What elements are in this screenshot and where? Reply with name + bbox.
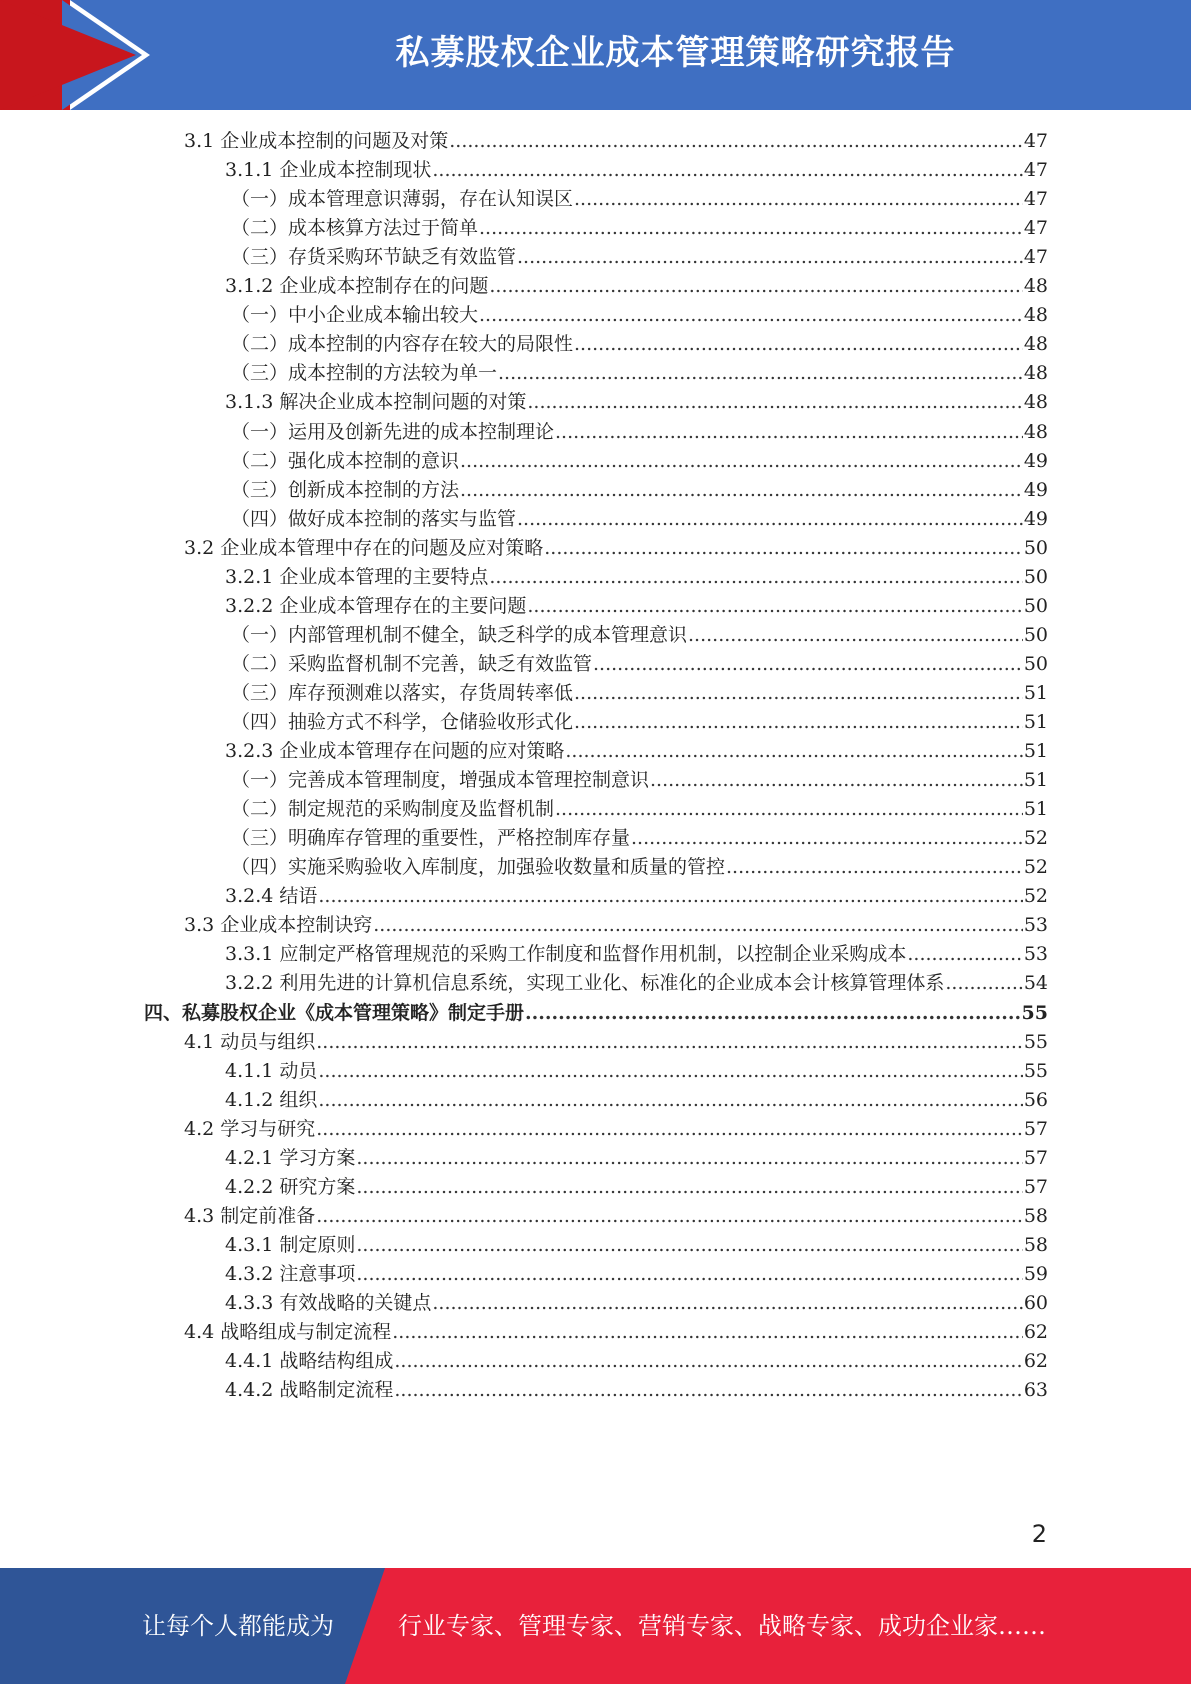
toc-entry-title: （三）明确库存管理的重要性，严格控制库存量 — [231, 827, 631, 850]
toc-entry-title: 3.2.1 企业成本管理的主要特点 — [225, 565, 489, 588]
toc-entry-title: 4.1 动员与组织 — [184, 1030, 316, 1053]
toc-entry-title: （三）库存预测难以落实，存货周转率低 — [231, 681, 574, 704]
toc-entry[interactable] — [231, 620, 1048, 651]
toc-leader-dots — [726, 852, 1023, 883]
toc-entry[interactable] — [225, 1085, 1048, 1116]
toc-leader-dots — [593, 649, 1023, 680]
toc-entry-title: 四、私募股权企业《成本管理策略》制定手册 — [144, 1001, 525, 1024]
toc-entry-title: 3.1 企业成本控制的问题及对策 — [184, 130, 449, 152]
toc-entry-page: 51 — [1023, 711, 1048, 733]
toc-entry-title: 3.1.2 企业成本控制存在的问题 — [225, 275, 489, 298]
toc-leader-dots — [432, 155, 1022, 186]
toc-entry-page: 53 — [1023, 914, 1048, 937]
toc-entry-page: 55 — [1021, 1001, 1048, 1024]
toc-leader-dots — [574, 184, 1023, 215]
toc-entry-page: 52 — [1023, 885, 1048, 908]
toc-entry-page: 49 — [1023, 507, 1048, 530]
toc-leader-dots — [498, 358, 1023, 389]
toc-leader-dots — [318, 1056, 1022, 1087]
toc-entry-title: （二）采购监督机制不完善，缺乏有效监管 — [231, 652, 593, 675]
toc-leader-dots — [489, 271, 1022, 302]
toc-entry[interactable] — [231, 300, 1048, 331]
toc-entry-page: 50 — [1023, 623, 1048, 646]
toc-entry-title: 3.2.4 结语 — [225, 885, 318, 908]
toc-entry[interactable] — [225, 387, 1048, 418]
toc-entry-title: 4.3.2 注意事项 — [225, 1262, 356, 1285]
toc-leader-dots — [688, 620, 1023, 651]
toc-entry-title: （三）创新成本控制的方法 — [231, 478, 460, 501]
toc-entry-page: 50 — [1023, 536, 1048, 559]
toc-entry[interactable] — [225, 1259, 1048, 1290]
toc-entry-title: 3.1.1 企业成本控制现状 — [225, 159, 432, 182]
toc-entry[interactable] — [225, 1288, 1048, 1319]
page-number: 2 — [1031, 1520, 1047, 1548]
toc-entry[interactable] — [231, 184, 1048, 215]
toc-entry[interactable] — [231, 649, 1048, 680]
toc-leader-dots — [574, 678, 1023, 709]
toc-entry-page: 51 — [1023, 740, 1048, 763]
page-footer — [0, 1568, 1191, 1684]
toc-leader-dots — [392, 1317, 1023, 1348]
toc-leader-dots — [356, 1259, 1022, 1290]
toc-entry-page: 57 — [1023, 1175, 1048, 1198]
toc-entry-title: 3.2.2 企业成本管理存在的主要问题 — [225, 594, 527, 617]
toc-leader-dots — [316, 1027, 1023, 1058]
toc-leader-dots — [460, 475, 1023, 506]
toc-entry[interactable] — [231, 358, 1048, 389]
toc-entry-title: （一）中小企业成本输出较大 — [231, 304, 479, 327]
toc-entry-page: 55 — [1023, 1030, 1048, 1053]
toc-leader-dots — [489, 562, 1022, 593]
toc-entry[interactable] — [184, 910, 1048, 941]
toc-leader-dots — [574, 329, 1023, 360]
toc-leader-dots — [356, 1143, 1022, 1174]
toc-leader-dots — [316, 1201, 1023, 1232]
toc-entry-page: 54 — [1023, 972, 1048, 995]
toc-entry-page: 48 — [1023, 333, 1048, 356]
toc-entry-page: 56 — [1023, 1088, 1048, 1111]
toc-leader-dots — [318, 881, 1022, 912]
toc-entry-title: （一）完善成本管理制度，增强成本管理控制意识 — [231, 769, 650, 792]
toc-entry[interactable] — [225, 1056, 1048, 1087]
toc-entry-title: 4.3.1 制定原则 — [225, 1233, 356, 1256]
toc-leader-dots — [517, 242, 1023, 273]
toc-entry-title: 3.3 企业成本控制诀窍 — [184, 914, 373, 937]
toc-entry-title: 4.2 学习与研究 — [184, 1117, 316, 1140]
toc-entry-page: 59 — [1023, 1262, 1048, 1285]
toc-leader-dots — [318, 1085, 1022, 1116]
toc-entry-title: （一）运用及创新先进的成本控制理论 — [231, 420, 555, 443]
toc-entry-page: 48 — [1023, 362, 1048, 385]
toc-entry-title: 4.2.1 学习方案 — [225, 1146, 356, 1169]
toc-entry[interactable] — [225, 881, 1048, 912]
toc-entry-title: 4.2.2 研究方案 — [225, 1175, 356, 1198]
toc-leader-dots — [316, 1114, 1023, 1145]
toc-entry-page: 47 — [1023, 217, 1048, 240]
toc-leader-dots — [544, 533, 1023, 564]
toc-entry[interactable] — [231, 823, 1048, 854]
toc-entry-title: （一）成本管理意识薄弱，存在认知误区 — [231, 188, 574, 211]
toc-leader-dots — [517, 504, 1023, 535]
toc-entry-title: 4.3.3 有效战略的关键点 — [225, 1292, 432, 1314]
toc-entry[interactable] — [144, 998, 1048, 1029]
toc-leader-dots — [432, 1288, 1022, 1319]
toc-entry-title: （四）实施采购验收入库制度，加强验收数量和质量的管控 — [231, 856, 726, 879]
toc-entry[interactable] — [231, 417, 1048, 448]
toc-entry-page: 57 — [1023, 1146, 1048, 1169]
toc-entry[interactable] — [225, 968, 1048, 999]
toc-entry-title: 3.1.3 解决企业成本控制问题的对策 — [225, 391, 527, 414]
toc-entry[interactable] — [225, 1346, 1048, 1377]
toc-entry-page: 47 — [1023, 159, 1048, 182]
toc-entry-title: 4.3 制定前准备 — [184, 1204, 316, 1227]
toc-entry[interactable] — [231, 707, 1048, 738]
toc-entry-title: （四）抽验方式不科学，仓储验收形式化 — [231, 711, 574, 733]
toc-leader-dots — [527, 591, 1022, 622]
toc-leader-dots — [479, 213, 1023, 244]
toc-entry[interactable] — [225, 591, 1048, 622]
toc-entry[interactable] — [184, 533, 1048, 564]
toc-entry-page: 47 — [1023, 130, 1048, 152]
toc-entry-title: 3.3.1 应制定严格管理规范的采购工作制度和监督作用机制，以控制企业采购成本 — [225, 943, 907, 966]
toc-entry-page: 48 — [1023, 420, 1048, 443]
toc-entry-page: 48 — [1023, 304, 1048, 327]
toc-leader-dots — [479, 300, 1023, 331]
toc-entry-page: 47 — [1023, 188, 1048, 211]
toc-leader-dots — [631, 823, 1023, 854]
toc-entry-page: 50 — [1023, 565, 1048, 588]
toc-entry[interactable] — [184, 126, 1048, 157]
footer-slogan-right: 行业专家、管理专家、营销专家、战略专家、成功企业家…… — [398, 1612, 1046, 1640]
toc-entry-page: 63 — [1023, 1379, 1048, 1402]
toc-entry-title: 3.2 企业成本管理中存在的问题及应对策略 — [184, 536, 544, 559]
toc-entry-page: 62 — [1023, 1350, 1048, 1373]
toc-entry-title: （二）成本核算方法过于简单 — [231, 217, 479, 240]
toc-leader-dots — [449, 126, 1023, 157]
toc-entry[interactable] — [225, 1172, 1048, 1203]
toc-entry[interactable] — [184, 1201, 1048, 1232]
toc-entry-title: 4.4 战略组成与制定流程 — [184, 1321, 392, 1344]
toc-entry[interactable] — [231, 475, 1048, 506]
toc-entry-page: 58 — [1023, 1204, 1048, 1227]
toc-entry[interactable] — [225, 1143, 1048, 1174]
toc-entry-page: 50 — [1023, 594, 1048, 617]
toc-leader-dots — [356, 1230, 1022, 1261]
toc-entry-page: 49 — [1023, 449, 1048, 472]
toc-entry-page: 62 — [1023, 1321, 1048, 1344]
toc-entry[interactable] — [184, 1317, 1048, 1348]
toc-entry[interactable] — [225, 736, 1048, 767]
toc-entry-title: （二）强化成本控制的意识 — [231, 449, 460, 472]
toc-entry-title: （二）成本控制的内容存在较大的局限性 — [231, 333, 574, 356]
toc-entry-title: 4.1.1 动员 — [225, 1059, 318, 1082]
toc-entry[interactable] — [225, 1375, 1048, 1406]
toc-entry-title: （三）成本控制的方法较为单一 — [231, 362, 498, 385]
toc-entry[interactable] — [225, 1230, 1048, 1261]
toc-entry-title: 3.2.3 企业成本管理存在问题的应对策略 — [225, 740, 565, 763]
toc-entry[interactable] — [225, 939, 1048, 970]
toc-entry[interactable] — [184, 1027, 1048, 1058]
toc-entry-page: 48 — [1023, 391, 1048, 414]
toc-entry-title: （四）做好成本控制的落实与监管 — [231, 507, 517, 530]
toc-leader-dots — [555, 417, 1023, 448]
toc-entry-page: 58 — [1023, 1233, 1048, 1256]
toc-entry-title: 4.4.2 战略制定流程 — [225, 1379, 394, 1402]
toc-entry[interactable] — [231, 213, 1048, 244]
toc-entry[interactable] — [225, 271, 1048, 302]
toc-entry-page: 49 — [1023, 478, 1048, 501]
toc-entry[interactable] — [231, 678, 1048, 709]
toc-entry[interactable] — [231, 446, 1048, 477]
toc-entry-page: 51 — [1023, 769, 1048, 792]
toc-leader-dots — [527, 387, 1022, 418]
toc-entry-page: 47 — [1023, 246, 1048, 269]
footer-blue-slant — [345, 1568, 385, 1684]
toc-entry-page: 50 — [1023, 652, 1048, 675]
toc-entry-page: 55 — [1023, 1059, 1048, 1082]
header-red-arrow — [0, 0, 136, 110]
page-header — [0, 0, 1191, 110]
toc-entry-title: 4.4.1 战略结构组成 — [225, 1350, 394, 1373]
toc-leader-dots — [650, 765, 1023, 796]
toc-entry[interactable] — [231, 242, 1048, 273]
toc-leader-dots — [565, 736, 1022, 767]
toc-entry-title: （一）内部管理机制不健全，缺乏科学的成本管理意识 — [231, 623, 688, 646]
toc-entry-page: 53 — [1023, 943, 1048, 966]
toc-entry[interactable] — [184, 1114, 1048, 1145]
toc-entry[interactable] — [231, 504, 1048, 535]
toc-leader-dots — [945, 968, 1022, 999]
toc-leader-dots — [460, 446, 1023, 477]
toc-entry[interactable] — [231, 794, 1048, 825]
toc-entry-page: 51 — [1023, 681, 1048, 704]
toc-entry[interactable] — [225, 155, 1048, 186]
toc-entry[interactable] — [231, 329, 1048, 360]
toc-entry-page: 48 — [1023, 275, 1048, 298]
toc-leader-dots — [394, 1346, 1022, 1377]
toc-leader-dots — [394, 1375, 1022, 1406]
toc-entry-page: 51 — [1023, 798, 1048, 821]
toc-leader-dots — [907, 939, 1022, 970]
toc-leader-dots — [525, 998, 1021, 1029]
toc-leader-dots — [574, 707, 1023, 738]
toc-entry-title: （三）存货采购环节缺乏有效监管 — [231, 246, 517, 269]
toc-entry-title: （二）制定规范的采购制度及监督机制 — [231, 798, 555, 821]
toc-entry-title: 3.2.2 利用先进的计算机信息系统，实现工业化、标准化的企业成本会计核算管理体系 — [225, 972, 945, 995]
toc-entry-page: 52 — [1023, 856, 1048, 879]
toc-entry-page: 52 — [1023, 827, 1048, 850]
toc-leader-dots — [356, 1172, 1022, 1203]
report-title: 私募股权企业成本管理策略研究报告 — [395, 33, 956, 73]
toc-leader-dots — [555, 794, 1023, 825]
toc-entry[interactable] — [231, 852, 1048, 883]
toc-entry-title: 4.1.2 组织 — [225, 1088, 318, 1111]
toc-leader-dots — [373, 910, 1023, 941]
toc-entry[interactable] — [225, 562, 1048, 593]
toc-entry-page: 60 — [1023, 1292, 1048, 1314]
toc-entry-page: 57 — [1023, 1117, 1048, 1140]
toc-entry[interactable] — [231, 765, 1048, 796]
footer-slogan-left: 让每个人都能成为 — [142, 1612, 334, 1640]
